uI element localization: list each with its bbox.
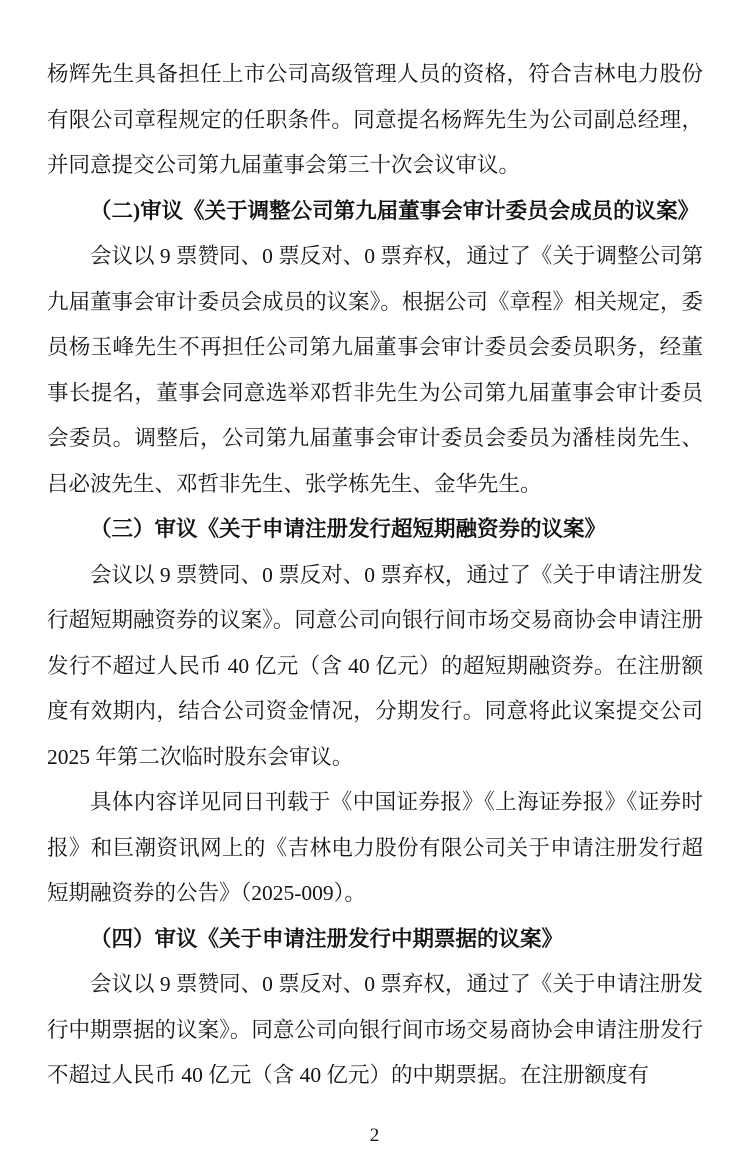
heading-item-three-short-term-notes: （三）审议《关于申请注册发行超短期融资券的议案》 [90,517,607,541]
heading-item-four-medium-term-notes: （四）审议《关于申请注册发行中期票据的议案》 [90,926,564,951]
paragraph-deputy-gm-qualification: 杨辉先生具备担任上市公司高级管理人员的资格，符合吉林电力股份有限公司章程规定的任职条件。同意提名杨辉先生为公司副总经理，并同意提交公司第九届董事会第三十次会议审议。 [47,62,703,177]
paragraph-audit-committee-resolution: 会议以 9 票赞同、0 票反对、0 票弃权，通过了《关于调整公司第九届董事会审计委员会成员的议案》。根据公司《章程》相关规定，委员杨玉峰先生不再担任公司第九届董事会审计委员会委员职务，经董事长提名，董事会同意选举邓哲非先生为公司第九届董事会审计委员会委员。调整后，公司第九届董事会审计委员会委员为潘桂岗先生、吕必波先生、邓哲非先生、张学栋先生、金华先生。 [47,244,703,496]
paragraph-short-term-notes-resolution: 会议以 9 票赞同、0 票反对、0 票弃权，通过了《关于申请注册发行超短期融资券的议案》。同意公司向银行间市场交易商协会申请注册发行不超过人民币 40 亿元（含 40 亿元）的超短期融资券。在注册额度有效期内，结合公司资金情况，分期发行。同意将此议案提交公司 2025 年第二次临时股东会审议。 [47,562,703,769]
heading-item-two-audit-committee: （二)审议《关于调整公司第九届董事会审计委员会成员的议案》 [90,198,700,223]
paragraph-medium-term-notes-resolution: 会议以 9 票赞同、0 票反对、0 票弃权，通过了《关于申请注册发行中期票据的议案》。同意公司向银行间市场交易商协会申请注册发行不超过人民币 40 亿元（含 40 亿元）的中期票据。在注册额度有 [47,972,703,1087]
page-number: 2 [369,1125,380,1146]
paragraph-announcement-reference: 具体内容详见同日刊载于《中国证券报》《上海证券报》《证券时报》和巨潮资讯网上的《吉林电力股份有限公司关于申请注册发行超短期融资券的公告》（2025-009）。 [47,790,703,905]
document-body [47,52,703,1099]
